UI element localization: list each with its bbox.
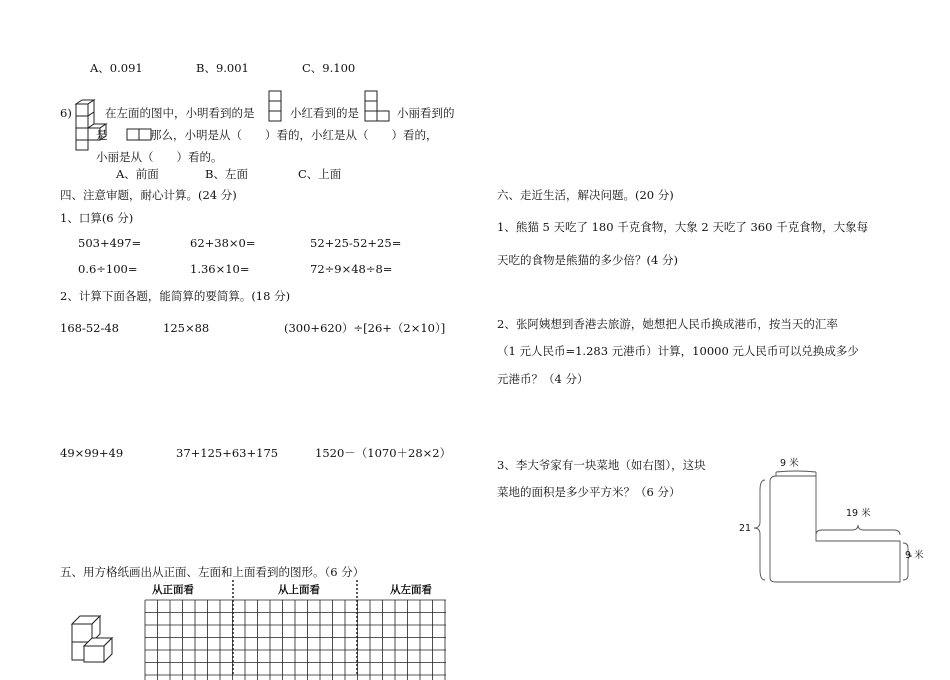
q6-option-c: C、上面 [298, 167, 342, 181]
oral-item: 1.36×10= [190, 262, 250, 276]
calc-item: 125×88 [163, 321, 210, 335]
q6-text-b: 小红看到的是 [290, 106, 359, 120]
calc-item: 1520－（1070＋28×2） [315, 446, 452, 460]
option-a: A、0.091 [90, 61, 143, 75]
oral-item: 503+497= [78, 236, 142, 250]
option-b: B、9.001 [196, 61, 249, 75]
problem1-line2: 天吃的食物是熊猫的多少倍？(4 分) [497, 253, 678, 267]
q6-text-c: 小丽看到的 [397, 106, 455, 120]
q6-text-f: 小丽是从（ ）看的。 [96, 150, 223, 164]
label-inner-length: 19 米 [846, 508, 871, 519]
section6-title: 六、走近生活，解决问题。(20 分) [497, 188, 674, 202]
section4-part2-title: 2、计算下面各题，能简算的要简算。(18 分) [60, 289, 291, 303]
grid-header-front: 从正面看 [152, 584, 194, 596]
grid-header-left: 从左面看 [390, 584, 432, 596]
q6-text-e: 那么，小明是从（ ）看的，小红是从（ ）看的， [150, 128, 438, 142]
label-top-width: 9 米 [780, 458, 799, 469]
problem1-line1: 1、熊猫 5 天吃了 180 千克食物，大象 2 天吃了 360 千克食物，大象每 [497, 220, 869, 234]
section5-title: 五、用方格纸画出从正面、左面和上面看到的图形。（6 分） [60, 565, 365, 579]
calc-item: 37+125+63+175 [176, 446, 279, 460]
oral-item: 62+38×0= [190, 236, 256, 250]
problem3-line2: 菜地的面积是多少平方米？（6 分） [497, 485, 681, 499]
label-right-height: 9 米 [905, 550, 924, 561]
q6-text-d: 是 [96, 128, 108, 142]
oral-item: 0.6÷100= [78, 262, 138, 276]
calc-item: (300+620）÷[26+（2×10）] [284, 321, 446, 335]
q6-text-a: 在左面的图中，小明看到的是 [105, 106, 255, 120]
q6-option-b: B、左面 [205, 167, 248, 181]
section4-title: 四、注意审题，耐心计算。(24 分) [60, 188, 237, 202]
oral-item: 52+25-52+25= [310, 236, 402, 250]
label-left-height: 21 [739, 523, 752, 534]
problem2-line1: 2、张阿姨想到香港去旅游，她想把人民币换成港币，按当天的汇率 [497, 317, 838, 331]
calc-item: 168-52-48 [60, 321, 119, 335]
q6-option-a: A、前面 [116, 167, 159, 181]
grid-header-top: 从上面看 [278, 584, 320, 596]
section4-part1-title: 1、口算(6 分) [60, 211, 134, 225]
problem2-line3: 元港币？（4 分） [497, 372, 589, 386]
problem3-line1: 3、李大爷家有一块菜地（如右图），这块 [497, 458, 706, 472]
q6-number: 6) [60, 106, 72, 120]
oral-item: 72÷9×48÷8= [310, 262, 393, 276]
problem2-line2: （1 元人民币=1.283 元港币）计算，10000 元人民币可以兑换成多少 [497, 344, 859, 358]
calc-item: 49×99+49 [60, 446, 124, 460]
option-c: C、9.100 [302, 61, 356, 75]
